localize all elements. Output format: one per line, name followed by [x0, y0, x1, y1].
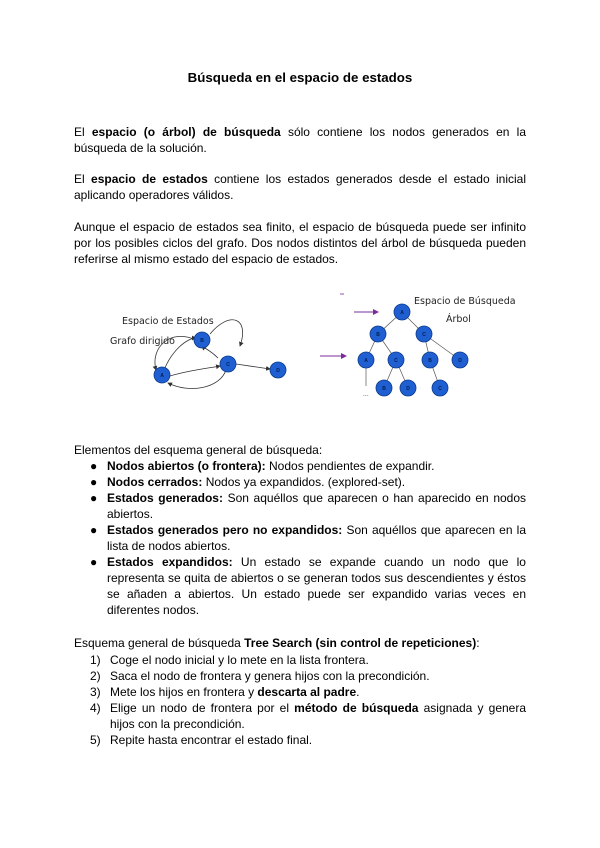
list-item [90, 732, 526, 748]
scheme-heading [74, 635, 480, 651]
bullet-text: Nodos pendientes de expandir. [265, 459, 435, 473]
graph-subtitle: Grafo dirigido [110, 336, 175, 347]
tree-node-l2-4 [452, 352, 468, 368]
p1-post: sólo contiene los nodos generados en la búsqueda de la solución. [74, 125, 526, 155]
graph-edge-b-c [210, 320, 243, 346]
elements-heading: Elementos del esquema general de búsqueda: [74, 443, 323, 457]
step-bold: descarta al padre [257, 685, 357, 699]
graph-node-c [220, 356, 236, 372]
list-item [90, 652, 526, 668]
paragraph-state-space [74, 171, 526, 203]
p2-pre: El [74, 172, 92, 186]
elements-list [90, 458, 526, 618]
list-item: ● Nodos cerrados: Nodos ya expandidos. (explored-set). [90, 475, 406, 489]
tree-node-l3-2 [400, 380, 416, 396]
tree-node-root [394, 304, 410, 320]
tree-node-l2-4-label: D [458, 358, 462, 364]
step-text: Mete los hijos en frontera y [110, 685, 258, 699]
tree-node-l3-3-label: C [438, 386, 442, 392]
list-item [90, 668, 526, 684]
tree-node-l3-3 [432, 380, 448, 396]
steps-list [90, 652, 526, 748]
graph-node-d [270, 362, 286, 378]
paragraph-infinite-space: Aunque el espacio de estados sea finito, el espacio de búsqueda puede ser infinito por los posibles ciclos del grafo. Dos nodos distintos del árbol de búsqueda pueden referirse al mismo estado del espacio de estados. [74, 220, 526, 266]
bullet-text: Nodos ya expandidos. (explored-set). [202, 475, 406, 489]
page-title: Búsqueda en el espacio de estados [187, 70, 413, 85]
graph-edge-c-d [236, 364, 270, 369]
step-text: Repite hasta encontrar el estado final. [110, 733, 313, 747]
step-post: . [356, 685, 360, 699]
graph-node-d-label: D [276, 368, 280, 374]
tree-node-l1-right-label: C [422, 332, 426, 338]
p2-post: contiene los estados generados desde el estado inicial aplicando operadores válidos. [74, 172, 526, 202]
tree-node-l3-2-label: D [406, 386, 410, 392]
step-text: Saca el nodo de frontera y genera hijos con la precondición. [110, 669, 430, 683]
list-item: ● Estados generados: Son aquéllos que aparecen o han aparecido en nodos abiertos. [90, 491, 527, 521]
tree-node-l2-3-label: B [428, 358, 432, 364]
tree-node-root-label: A [400, 310, 404, 316]
step-text: Coge el nodo inicial y lo mete en la lista frontera. [110, 653, 369, 667]
scheme-pre: Esquema general de búsqueda [74, 636, 245, 650]
p1-pre: El [74, 125, 92, 139]
list-item [90, 684, 526, 700]
bullet-term: Estados generados: [107, 491, 223, 505]
step-number: 1) [90, 653, 101, 667]
bullet-text: Un estado se expande cuando un nodo que lo representa se quita de abiertos o se generan todos sus descendientes y éstos se añaden a abiertos. Un estado puede ser expandido varias veces en diferentes nodos. [107, 555, 526, 617]
step-number: 4) [90, 701, 101, 715]
tree-node-l2-2-label: C [394, 358, 398, 364]
tree-ellipsis: ... [363, 391, 369, 398]
graph-title: Espacio de Estados [122, 316, 214, 327]
step-bold: método de búsqueda [294, 701, 419, 715]
scheme-post: : [476, 636, 480, 650]
graph-node-a-label: A [160, 373, 164, 379]
tree-subtitle: Árbol [446, 314, 471, 325]
search-space-figure [100, 288, 520, 408]
graph-node-b [194, 332, 210, 348]
paragraph-search-space [74, 124, 526, 156]
step-text: Elige un nodo de frontera por el [110, 701, 295, 715]
list-item: ● Estados expandidos: Un estado se expande cuando un nodo que lo representa se quita de abiertos o se generan todos sus descendientes y éstos se añaden a abiertos. Un estado puede ser expandido varias veces en diferentes nodos. [90, 555, 526, 617]
graph-node-c-label: C [226, 362, 230, 368]
tree-node-l1-left [370, 326, 386, 342]
graph-node-b-label: B [200, 338, 204, 344]
p1-bold: espacio (o árbol) de búsqueda [91, 125, 281, 139]
figure-svg [100, 288, 520, 408]
tree-title: Espacio de Búsqueda [414, 296, 516, 307]
bullet-term: Nodos abiertos (o frontera): [107, 459, 266, 473]
graph-node-a [154, 367, 170, 383]
list-item: ● Estados generados pero no expandidos: Son aquéllos que aparecen en la lista de nodos abiertos. [90, 523, 527, 553]
tree-node-l1-right [416, 326, 432, 342]
step-number: 5) [90, 733, 101, 747]
scheme-bold: Tree Search (sin control de repeticiones) [244, 636, 477, 650]
list-item: ● Nodos abiertos (o frontera): Nodos pendientes de expandir. [90, 459, 435, 473]
step-number: 3) [90, 685, 101, 699]
tree-node-l3-1 [376, 380, 392, 396]
step-number: 2) [90, 669, 101, 683]
p2-bold: espacio de estados [91, 172, 208, 186]
tree-node-l2-3 [422, 352, 438, 368]
bullet-term: Estados generados pero no expandidos: [107, 523, 343, 537]
tree-node-l1-left-label: B [376, 332, 380, 338]
graph-edge-a-c [170, 366, 220, 376]
tree-node-l2-1 [358, 352, 374, 368]
tree-node-l3-1-label: B [382, 386, 386, 392]
bullet-text: Son aquéllos que aparecen o han aparecido en nodos abiertos. [107, 491, 527, 521]
tree-node-l2-1-label: A [364, 358, 368, 364]
list-item [90, 700, 526, 732]
bullet-term: Estados expandidos: [107, 555, 233, 569]
bullet-term: Nodos cerrados: [107, 475, 203, 489]
graph-edge-c-a [168, 370, 226, 389]
bullet-text: Son aquéllos que aparecen en la lista de nodos abiertos. [107, 523, 527, 553]
tree-node-l2-2 [388, 352, 404, 368]
step-post: asignada y genera hijos con la precondición. [110, 701, 527, 731]
